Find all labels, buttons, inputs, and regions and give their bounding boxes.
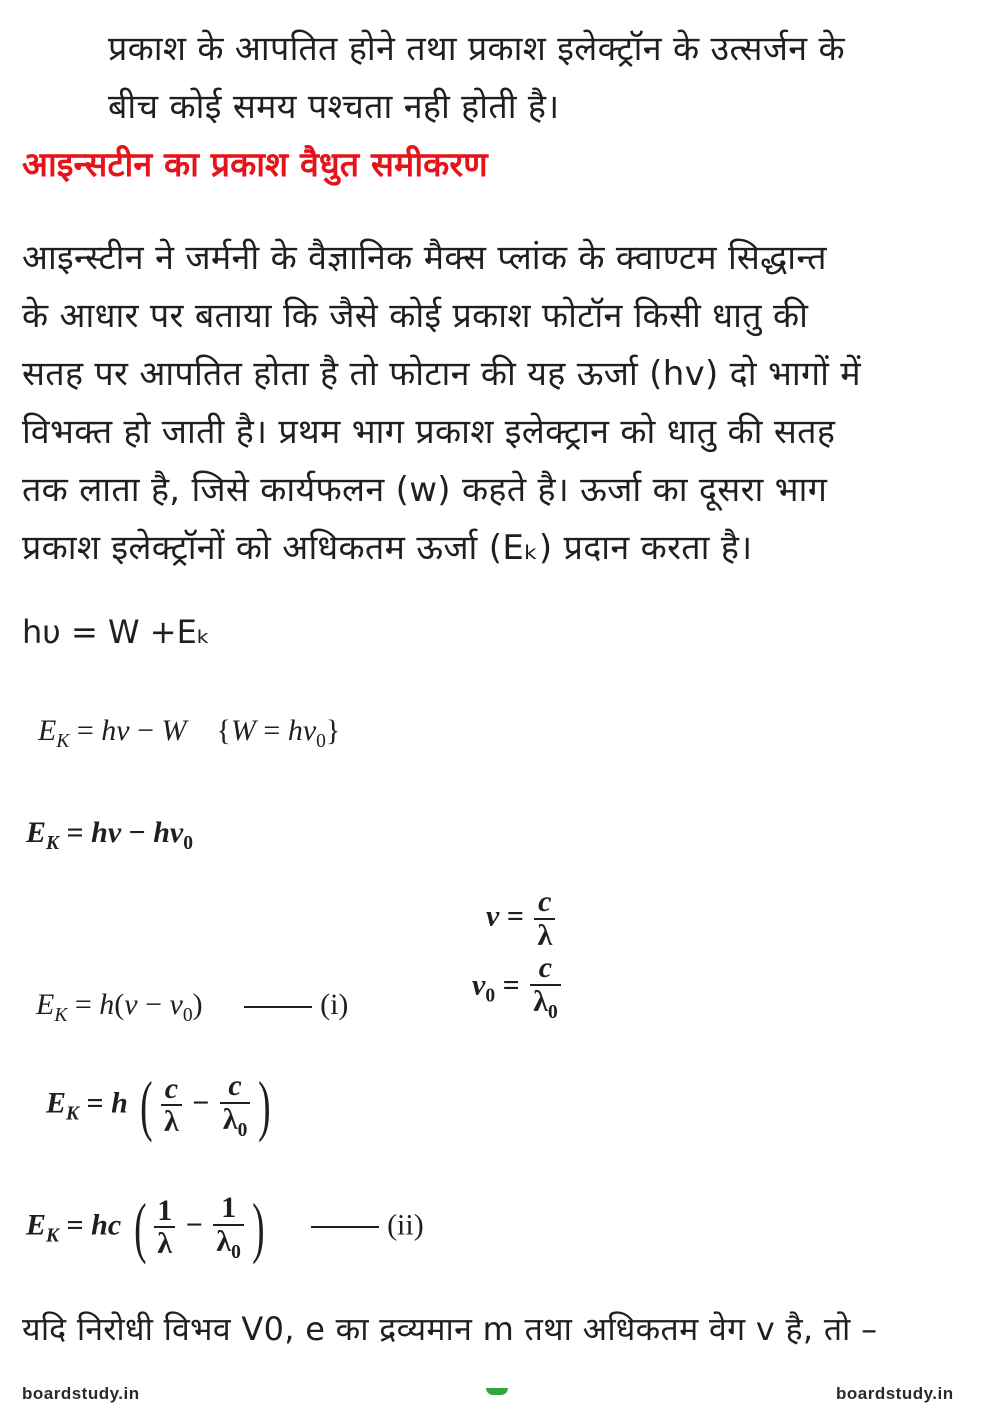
- formula-ek-w: $E_K = h\nu - W$ $\{W = h\nu_0\}$: [38, 714, 341, 752]
- formula-ek-lambda: $E_K = h$ ( $\frac{c}{\lambda}$ − $\frac{c}{\lambda_0}$ ): [46, 1067, 271, 1144]
- formula-ek-hv0: $E_K = h\nu - h\nu_0$: [26, 816, 193, 854]
- site-logo-icon: [486, 1388, 508, 1395]
- equation-label: (i): [320, 988, 349, 1021]
- footer-site-left: boardstudy.in: [22, 1384, 140, 1403]
- formula-ek-eq-i: $E_K = h(\nu - \nu_0)$ (i): [36, 988, 349, 1026]
- paragraph-line: तक लाता है, जिसे कार्यफलन (w) कहते है। ऊर्जा का दूसरा भाग: [22, 470, 828, 510]
- section-heading: आइन्सटीन का प्रकाश वैधुत समीकरण: [22, 145, 488, 185]
- closing-line: यदि निरोधी विभव V0, e का द्रव्यमान m तथा अधिकतम वेग v है, तो –: [22, 1310, 878, 1348]
- explanation-paragraph: [22, 229, 977, 577]
- photoelectric-equation: hυ = W +Eₖ: [22, 613, 211, 651]
- paragraph-line: प्रकाश इलेक्ट्रॉनों को अधिकतम ऊर्जा (Eₖ) प्रदान करता है।: [22, 528, 753, 568]
- formula-ek-eq-ii: $E_K$ = hc ( $\frac{1}{\lambda}$ − $\frac{1}{\lambda_0}$ ) (ii): [26, 1189, 424, 1266]
- dash-separator: [311, 1226, 379, 1228]
- intro-line: प्रकाश के आपतित होने तथा प्रकाश इलेक्ट्रॉन के उत्सर्जन के: [108, 29, 845, 69]
- paragraph-line: के आधार पर बताया कि जैसे कोई प्रकाश फोटॉन किसी धातु की: [22, 296, 809, 336]
- equation-label: (ii): [387, 1208, 424, 1242]
- formula-nu0-definition: $\nu_0$ = $\frac{c}{\lambda_0}$: [472, 952, 564, 1023]
- paragraph-line: विभक्त हो जाती है। प्रथम भाग प्रकाश इलेक्ट्रान को धातु की सतह: [22, 412, 836, 452]
- paragraph-line: आइन्स्टीन ने जर्मनी के वैज्ञानिक मैक्स प्लांक के क्वाण्टम सिद्धान्त: [22, 238, 827, 278]
- intro-text: [108, 20, 968, 136]
- paragraph-line: सतह पर आपतित होता है तो फोटान की यह ऊर्जा (hv) दो भागों में: [22, 354, 861, 394]
- dash-separator: [244, 1006, 312, 1008]
- formula-nu-definition: ν = $\frac{c}{\lambda}$: [486, 886, 558, 951]
- footer-site-right: boardstudy.in: [836, 1384, 954, 1403]
- intro-line: बीच कोई समय पश्चता नही होती है।: [108, 87, 560, 127]
